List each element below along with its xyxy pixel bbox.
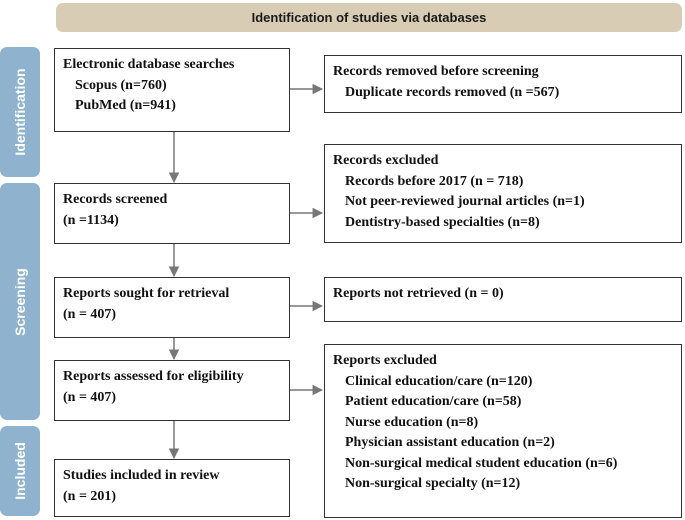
item-dentistry: Dentistry-based specialties (n=8) — [345, 214, 540, 230]
item-not-peer-reviewed: Not peer-reviewed journal articles (n=1) — [345, 194, 585, 209]
box-reports-not-retrieved-title: Reports not retrieved (n = 0) — [333, 286, 504, 301]
item-patient-education: Patient education/care (n=58) — [345, 394, 522, 409]
box-database-searches — [54, 48, 290, 132]
box-reports-sought — [54, 277, 290, 338]
phase-identification-label: Identification — [12, 68, 28, 156]
box-database-searches-title: Electronic database searches — [63, 57, 235, 72]
box-reports-assessed-count: (n = 407) — [63, 389, 117, 405]
phase-included-label: Included — [12, 442, 28, 500]
box-studies-included-count: (n = 201) — [63, 488, 117, 504]
box-reports-sought-count: (n = 407) — [63, 306, 117, 322]
item-clinical-education: Clinical education/care (n=120) — [345, 373, 533, 389]
box-records-removed — [324, 55, 682, 113]
box-studies-included — [54, 459, 290, 517]
item-scopus: Scopus (n=760) — [75, 77, 167, 93]
phase-screening-label: Screening — [12, 267, 28, 336]
box-reports-assessed — [54, 360, 290, 421]
box-studies-included-title: Studies included in review — [63, 468, 220, 483]
item-pubmed: PubMed (n=941) — [75, 98, 176, 113]
item-before-2017: Records before 2017 (n = 718) — [345, 173, 524, 189]
box-reports-sought-title: Reports sought for retrieval — [63, 286, 230, 301]
item-non-surgical-student: Non-surgical medical student education (n=6) — [345, 455, 618, 471]
box-records-excluded-title: Records excluded — [333, 153, 439, 168]
item-nurse-education: Nurse education (n=8) — [345, 414, 479, 430]
box-records-excluded — [324, 144, 682, 243]
item-non-surgical-specialty: Non-surgical specialty (n=12) — [345, 476, 521, 491]
box-reports-excluded — [324, 344, 682, 518]
box-records-removed-title: Records removed before screening — [333, 64, 539, 79]
box-reports-not-retrieved — [324, 277, 682, 322]
item-duplicates: Duplicate records removed (n =567) — [345, 84, 560, 100]
box-reports-excluded-title: Reports excluded — [333, 353, 437, 368]
box-records-screened-title: Records screened — [63, 192, 168, 207]
item-physician-assistant: Physician assistant education (n=2) — [345, 435, 555, 450]
header-title: Identification of studies via databases — [251, 10, 487, 25]
box-reports-assessed-title: Reports assessed for eligibility — [63, 369, 244, 384]
box-records-screened-count: (n =1134) — [63, 212, 119, 228]
box-records-screened — [54, 183, 290, 244]
